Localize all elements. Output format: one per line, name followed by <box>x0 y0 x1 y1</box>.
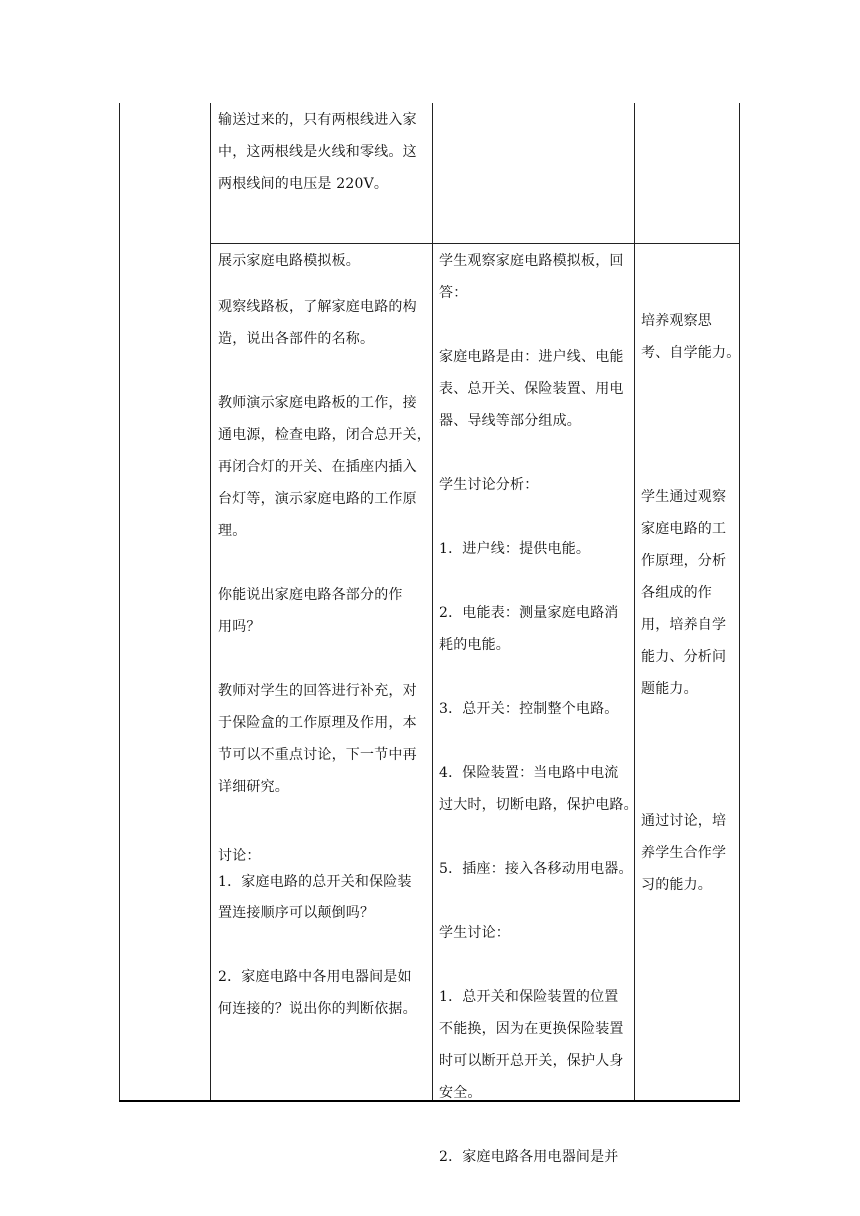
text-line: 耗的电能。 <box>439 637 510 653</box>
table-border-left <box>119 103 120 1101</box>
student-activity-cell <box>439 245 638 1173</box>
text-line: 详细研究。 <box>218 779 289 795</box>
text-line: 讨论： <box>218 848 261 864</box>
text-line: 习的能力。 <box>641 877 712 893</box>
text-line: 2．家庭电路中各用电器间是如 <box>218 969 412 985</box>
text-line: 展示家庭电路模拟板。 <box>218 253 360 269</box>
text-line: 器、导线等部分组成。 <box>439 413 581 429</box>
text-line: 作原理，分析 <box>641 553 727 569</box>
text-line: 置连接顺序可以颠倒吗？ <box>218 905 375 921</box>
text-line: 学生讨论分析： <box>439 477 539 493</box>
top-row-teacher-cell <box>218 104 417 200</box>
text-line: 时可以断开总开关，保护人身 <box>439 1053 624 1069</box>
text-line: 5．插座：接入各移动用电器。 <box>439 861 633 877</box>
table-row-divider <box>210 243 740 244</box>
text-line: 台灯等，演示家庭电路的工作原 <box>218 491 417 507</box>
text-line: 两根线间的电压是 220V。 <box>218 176 389 192</box>
text-line: 观察线路板，了解家庭电路的构 <box>218 299 417 315</box>
text-line: 于保险盒的工作原理及作用，本 <box>218 715 417 731</box>
design-intent-cell <box>641 481 726 705</box>
table-column-divider-2 <box>432 103 433 1101</box>
text-line: 不能换，因为在更换保险装置 <box>439 1021 624 1037</box>
text-line: 中，这两根线是火线和零线。这 <box>218 144 417 160</box>
text-line: 学生观察家庭电路模拟板，回 <box>439 253 624 269</box>
text-line: 能力、分析问 <box>641 649 727 665</box>
text-line: 何连接的？说出你的判断依据。 <box>218 1001 417 1017</box>
text-line: 题能力。 <box>641 681 698 697</box>
text-line: 1．家庭电路的总开关和保险装 <box>218 874 412 890</box>
text-line: 再闭合灯的开关、在插座内插入 <box>218 459 417 475</box>
text-line: 2．电能表：测量家庭电路消 <box>439 605 619 621</box>
text-line: 家庭电路的工 <box>641 521 727 537</box>
text-line: 学生讨论： <box>439 925 510 941</box>
text-line: 表、总开关、保险装置、用电 <box>439 381 624 397</box>
text-line: 培养观察思 <box>641 313 712 329</box>
text-line: 养学生合作学 <box>641 845 727 861</box>
text-line: 家庭电路是由：进户线、电能 <box>439 349 624 365</box>
text-line: 用吗？ <box>218 619 261 635</box>
text-line: 输送过来的，只有两根线进入家 <box>218 112 417 128</box>
text-line: 通过讨论，培 <box>641 813 727 829</box>
text-line: 3．总开关：控制整个电路。 <box>439 701 619 717</box>
table-border-right <box>739 103 740 1101</box>
text-line: 过大时，切断电路，保护电路。 <box>439 797 638 813</box>
text-line: 各组成的作 <box>641 585 712 601</box>
text-line: 造，说出各部件的名称。 <box>218 331 375 347</box>
teacher-activity-cell <box>218 245 431 1025</box>
text-line: 用，培养自学 <box>641 617 727 633</box>
design-intent-cell <box>641 305 740 369</box>
text-line: 1．进户线：提供电能。 <box>439 541 591 557</box>
text-line: 你能说出家庭电路各部分的作 <box>218 587 403 603</box>
text-line: 教师对学生的回答进行补充，对 <box>218 683 417 699</box>
text-line: 4．保险装置：当电路中电流 <box>439 765 619 781</box>
text-line: 通电源，检查电路，闭合总开关， <box>218 427 431 443</box>
text-line: 2．家庭电路各用电器间是并 <box>439 1149 619 1165</box>
text-line: 1．总开关和保险装置的位置 <box>439 989 619 1005</box>
text-line: 考、自学能力。 <box>641 345 741 361</box>
text-line: 教师演示家庭电路板的工作，接 <box>218 395 417 411</box>
text-line: 理。 <box>218 523 247 539</box>
table-column-divider-1 <box>210 103 211 1101</box>
design-intent-cell <box>641 805 726 901</box>
text-line: 节可以不重点讨论，下一节中再 <box>218 747 417 763</box>
table-border-bottom <box>119 1100 740 1102</box>
text-line: 学生通过观察 <box>641 489 727 505</box>
text-line: 安全。 <box>439 1085 482 1101</box>
text-line: 答： <box>439 285 468 301</box>
